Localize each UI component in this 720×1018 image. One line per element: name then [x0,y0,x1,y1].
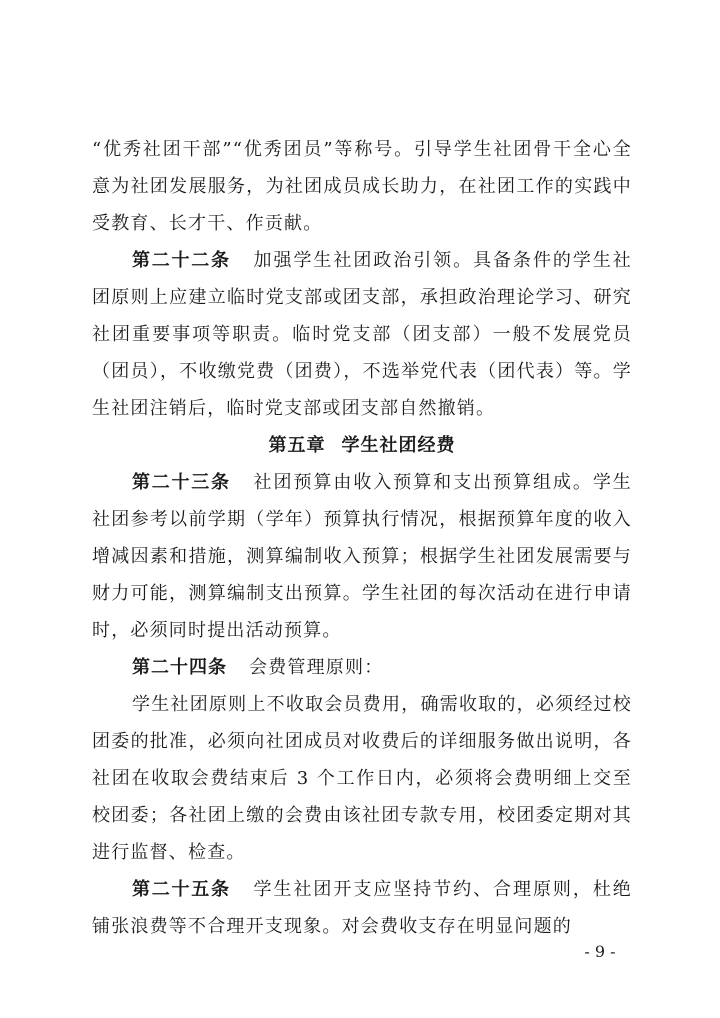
article-24-label: 第二十四条 [132,657,227,678]
article-22-label: 第二十二条 [132,250,231,271]
article-25-text: 学生社团开支应坚持节约、合理原则，杜绝铺张浪费等不合理开支现象。对会费收支存在明显问题的 [92,879,632,937]
page-number: - 9 - [584,942,616,961]
chapter-title: 学生社团经费 [341,435,456,456]
article-23-text: 社团预算由收入预算和支出预算组成。学生社团参考以前学期（学年）预算执行情况，根据预算年度的收入增减因素和措施，测算编制收入预算；根据学生社团发展需要与财力可能，测算编制支出预算。学生社团的每次活动在进行申请时，必须同时提出活动预算。 [92,472,632,641]
article-22-text: 加强学生社团政治引领。具备条件的学生社团原则上应建立临时党支部或团支部，承担政治理论学习、研究社团重要事项等职责。临时党支部（团支部）一般不发展党员（团员），不收缴党费（团费），不选举党代表（团代表）等。学生社团注销后，临时党支部或团支部自然撤销。 [92,250,632,419]
article-23 [92,464,632,649]
chapter-number: 第五章 [268,435,326,456]
article-23-label: 第二十三条 [132,472,231,493]
paragraph-continuation: “优秀社团干部”“优秀团员”等称号。引导学生社团骨干全心全意为社团发展服务，为社团成员成长助力，在社团工作的实践中受教育、长才干、作贡献。 [92,139,632,234]
article-24 [92,649,632,686]
article-25 [92,871,632,945]
article-25-label: 第二十五条 [132,879,231,900]
document-body [92,131,632,945]
chapter-heading [92,427,632,464]
article-24-text: 会费管理原则： [249,657,384,678]
paragraph-fee-rules: 学生社团原则上不收取会员费用，确需收取的，必须经过校团委的批准，必须向社团成员对收费后的详细服务做出说明，各社团在收取会费结束后 3 个工作日内，必须将会费明细上交至校团委；各社团上缴的会费由该社团专款专用，校团委定期对其进行监督、检查。 [92,694,632,863]
article-22 [92,242,632,427]
